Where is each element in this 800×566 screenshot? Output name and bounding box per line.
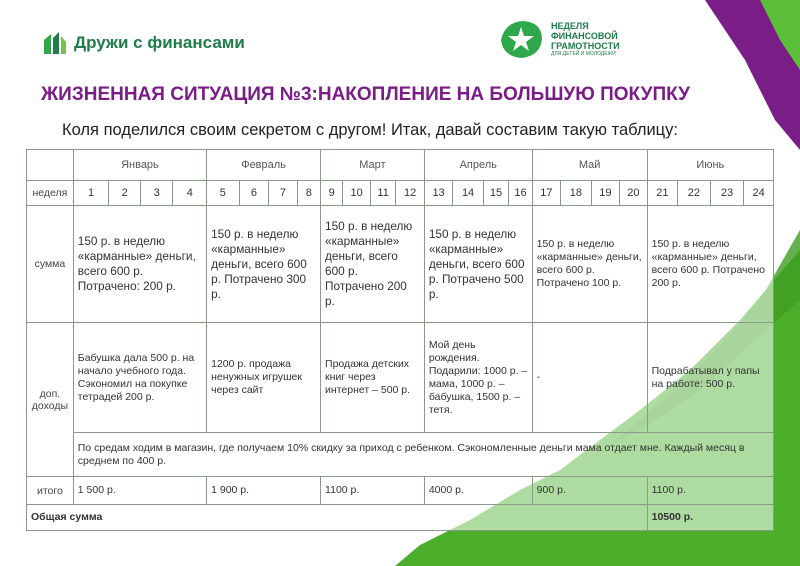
sum-january: 150 р. в неделю «карманные» деньги, всего 600 р. Потрачено: 200 р. [73,206,206,323]
sum-april: 150 р. в неделю «карманные» деньги, всего 600 р. Потрачено 500 р. [424,206,532,323]
week-cell: 2 [109,181,141,206]
page-subtitle: Коля поделился своим секретом с другом! Итак, давай составим такую таблицу: [62,121,678,139]
week-cell: 13 [424,181,452,206]
week-cell: 9 [321,181,343,206]
event-subline: ДЛЯ ДЕТЕЙ И МОЛОДЕЖИ [551,50,616,57]
week-cell: 14 [453,181,484,206]
total-april: 4000 р. [424,477,532,505]
brand-name: Дружи с финансами [74,33,245,52]
total-february: 1 900 р. [207,477,321,505]
week-cell: 5 [207,181,240,206]
extra-row [27,323,774,433]
note-row [27,433,774,477]
sum-march: 150 р. в неделю «карманные» деньги, всего 600 р. Потрачено 200 р. [321,206,425,323]
sum-june: 150 р. в неделю «карманные» деньги, всего 600 р. Потрачено 200 р. [647,206,773,323]
page-title: ЖИЗНЕННАЯ СИТУАЦИЯ №3:НАКОПЛЕНИЕ НА БОЛЬШУЮ ПОКУПКУ [41,84,690,105]
week-cell: 1 [73,181,109,206]
week-cell: 24 [744,181,774,206]
week-cell: 22 [678,181,711,206]
star-icon [497,18,545,60]
week-cell: 11 [370,181,395,206]
month-february: Февраль [207,150,321,181]
corner-cell [27,150,74,181]
week-cell: 12 [396,181,425,206]
sum-february: 150 р. в неделю «карманные» деньги, всего 600 р. Потрачено 300 р. [207,206,321,323]
weeks-row [27,181,774,206]
week-cell: 21 [647,181,678,206]
week-cell: 23 [710,181,744,206]
month-april: Апрель [424,150,532,181]
grand-total-row [27,505,774,531]
month-january: Январь [73,150,206,181]
months-row [27,150,774,181]
week-cell: 19 [591,181,619,206]
event-line-2: ФИНАНСОВОЙ [551,30,618,41]
week-label: неделя [27,181,74,206]
week-cell: 3 [140,181,173,206]
week-cell: 15 [483,181,508,206]
sum-label: сумма [27,206,74,323]
total-label: итого [27,477,74,505]
event-logo [497,18,620,60]
extra-june: Подрабатывал у папы на работе: 500 р. [647,323,773,433]
total-january: 1 500 р. [73,477,206,505]
week-cell: 17 [532,181,560,206]
week-cell: 16 [509,181,532,206]
month-may: Май [532,150,647,181]
note-cell: По средам ходим в магазин, где получаем 10% скидку за приход с ребенком. Сэкономленные деньги мама отдает мне. Каждый месяц в среднем по 400 р. [73,433,773,477]
total-row [27,477,774,505]
grand-total-label: Общая сумма [27,505,648,531]
week-cell: 10 [343,181,370,206]
event-line-3: ГРАМОТНОСТИ [551,40,620,51]
brand-logo-icon [42,30,68,56]
total-june: 1100 р. [647,477,773,505]
week-cell: 7 [269,181,297,206]
savings-table [26,149,774,531]
month-june: Июнь [647,150,773,181]
extra-february: 1200 р. продажа ненужных игрушек через сайт [207,323,321,433]
sum-may: 150 р. в неделю «карманные» деньги, всего 600 р. Потрачено 100 р. [532,206,647,323]
event-line-1: НЕДЕЛЯ [551,20,589,31]
extra-march: Продажа детских книг через интернет – 500 р. [321,323,425,433]
week-cell: 8 [297,181,320,206]
week-cell: 6 [239,181,269,206]
month-march: Март [321,150,425,181]
extra-january: Бабушка дала 500 р. на начало учебного года. Сэкономил на покупке тетрадей 200 р. [73,323,206,433]
total-may: 900 р. [532,477,647,505]
extra-label: доп. доходы [27,323,74,477]
total-march: 1100 р. [321,477,425,505]
week-cell: 20 [620,181,647,206]
sum-row [27,206,774,323]
brand-logo [42,30,245,56]
extra-april: Мой день рождения. Подарили: 1000 р. – мама, 1000 р. – бабушка, 1500 р. – тетя. [424,323,532,433]
grand-total-value: 10500 р. [647,505,773,531]
extra-may: - [532,323,647,433]
week-cell: 18 [561,181,592,206]
week-cell: 4 [173,181,207,206]
